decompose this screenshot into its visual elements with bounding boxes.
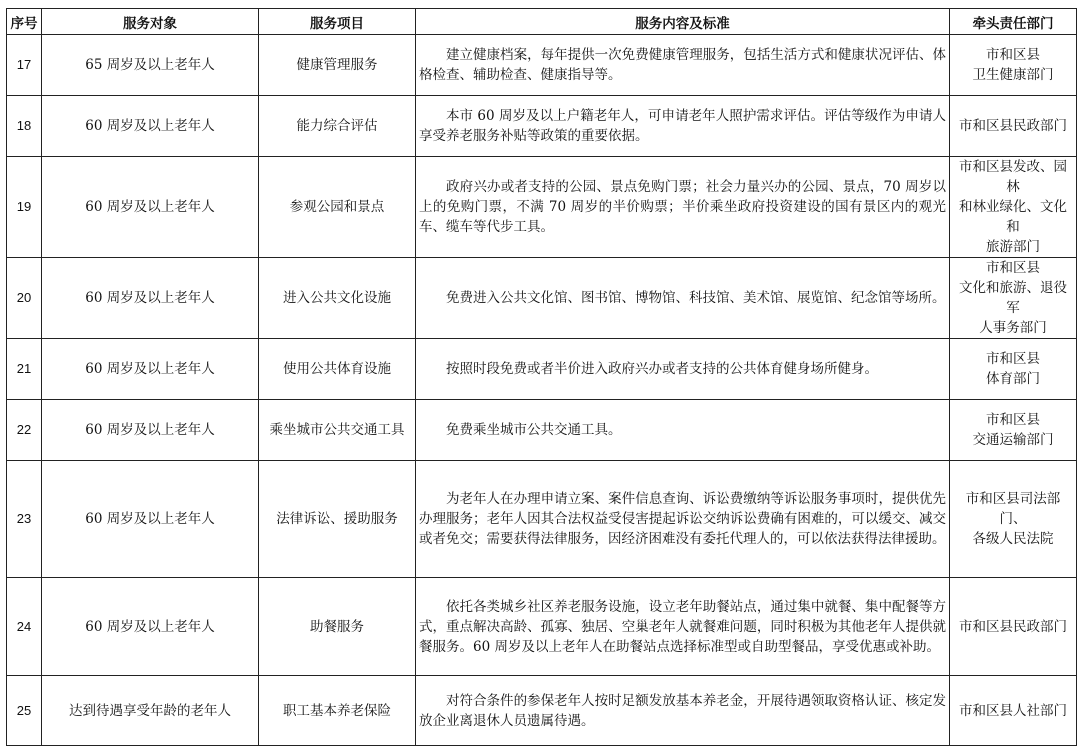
table-row	[7, 258, 1077, 339]
row-number: 20	[7, 258, 42, 339]
row-dept-line: 市和区县人社部门	[959, 702, 1067, 719]
row-number: 24	[7, 578, 42, 676]
table-row	[7, 578, 1077, 676]
row-content-text: 对符合条件的参保老年人按时足额发放基本养老金，开展待遇领取资格认证、核定发放企业离退休人员遗属待遇。	[419, 692, 946, 729]
row-number: 17	[7, 35, 42, 96]
row-dept-line: 市和区县发改、园林	[959, 159, 1067, 195]
row-dept-line: 市和区县	[986, 260, 1040, 276]
row-content-text: 建立健康档案，每年提供一次免费健康管理服务，包括生活方式和健康状况评估、体格检查、辅助检查、健康指导等。	[419, 47, 946, 83]
row-dept-line: 市和区县	[986, 412, 1040, 428]
row-dept	[950, 400, 1077, 461]
row-content	[416, 676, 950, 746]
table-row	[7, 35, 1077, 96]
row-content-text: 政府兴办或者支持的公园、景点免购门票；社会力量兴办的公园、景点，70 周岁以上的免购门票，不满 70 周岁的半价购票；半价乘坐政府投资建设的国有景区内的观光车、缆车等代步工具。	[419, 179, 946, 235]
row-dept-line: 人事务部门	[979, 320, 1047, 336]
row-number: 22	[7, 400, 42, 461]
row-target: 60 周岁及以上老年人	[42, 96, 259, 157]
services-table	[6, 8, 1077, 746]
row-target: 65 周岁及以上老年人	[42, 35, 259, 96]
row-dept-line: 和林业绿化、文化和	[959, 199, 1067, 235]
row-item: 使用公共体育设施	[259, 339, 416, 400]
table-row	[7, 400, 1077, 461]
row-dept	[950, 339, 1077, 400]
row-content	[416, 35, 950, 96]
row-target: 60 周岁及以上老年人	[42, 258, 259, 339]
row-item: 能力综合评估	[259, 96, 416, 157]
row-target: 达到待遇享受年龄的老年人	[42, 676, 259, 746]
table-row	[7, 339, 1077, 400]
row-dept	[950, 676, 1077, 746]
row-dept	[950, 578, 1077, 676]
row-target: 60 周岁及以上老年人	[42, 578, 259, 676]
row-dept-line: 市和区县	[986, 47, 1040, 63]
row-content-text: 免费乘坐城市公共交通工具。	[446, 422, 622, 438]
header-no: 序号	[7, 9, 42, 35]
row-dept	[950, 461, 1077, 578]
row-dept	[950, 258, 1077, 339]
row-content	[416, 96, 950, 157]
row-dept-line: 卫生健康部门	[972, 67, 1054, 83]
row-content-text: 依托各类城乡社区养老服务设施，设立老年助餐站点，通过集中就餐、集中配餐等方式，重点解决高龄、孤寡、独居、空巢老年人就餐难问题，同时积极为其他老年人提供就餐服务。60 周岁及以上老年人在助餐站点选择标准型或自助型餐品，享受优惠或补助。	[419, 598, 946, 655]
row-target: 60 周岁及以上老年人	[42, 461, 259, 578]
row-number: 23	[7, 461, 42, 578]
table-row	[7, 676, 1077, 746]
row-number: 18	[7, 96, 42, 157]
row-item: 健康管理服务	[259, 35, 416, 96]
row-dept-line: 体育部门	[986, 371, 1040, 387]
row-number: 19	[7, 157, 42, 258]
row-dept	[950, 96, 1077, 157]
row-dept-line: 文化和旅游、退役军	[959, 280, 1067, 316]
row-content-text: 按照时段免费或者半价进入政府兴办或者支持的公共体育健身场所健身。	[446, 361, 878, 377]
row-content	[416, 578, 950, 676]
row-dept-line: 市和区县司法部门、	[965, 491, 1061, 527]
row-number: 21	[7, 339, 42, 400]
row-content-text: 为老年人在办理申请立案、案件信息查询、诉讼费缴纳等诉讼服务事项时，提供优先办理服务；老年人因其合法权益受侵害提起诉讼交纳诉讼费确有困难的，可以缓交、减交或者免交；需要获得法律服务，因经济困难没有委托代理人的，可以依法获得法律援助。	[419, 491, 946, 547]
row-content-text: 免费进入公共文化馆、图书馆、博物馆、科技馆、美术馆、展览馆、纪念馆等场所。	[446, 290, 946, 306]
row-target: 60 周岁及以上老年人	[42, 157, 259, 258]
table-row	[7, 96, 1077, 157]
table-row	[7, 157, 1077, 258]
row-dept-line: 市和区县民政部门	[959, 118, 1067, 134]
row-dept-line: 市和区县	[986, 351, 1040, 367]
row-number: 25	[7, 676, 42, 746]
row-item: 乘坐城市公共交通工具	[259, 400, 416, 461]
row-dept-line: 市和区县民政部门	[959, 618, 1067, 635]
row-item: 法律诉讼、援助服务	[259, 461, 416, 578]
header-dept: 牵头责任部门	[950, 9, 1077, 35]
row-item: 职工基本养老保险	[259, 676, 416, 746]
header-content: 服务内容及标准	[416, 9, 950, 35]
row-content	[416, 157, 950, 258]
row-content	[416, 400, 950, 461]
header-target: 服务对象	[42, 9, 259, 35]
row-dept-line: 各级人民法院	[972, 531, 1054, 547]
table-row	[7, 461, 1077, 578]
row-target: 60 周岁及以上老年人	[42, 339, 259, 400]
row-dept-line: 交通运输部门	[972, 432, 1054, 448]
row-dept	[950, 35, 1077, 96]
row-dept-line: 旅游部门	[986, 239, 1040, 255]
header-item: 服务项目	[259, 9, 416, 35]
row-content	[416, 258, 950, 339]
row-dept	[950, 157, 1077, 258]
row-content	[416, 461, 950, 578]
row-item: 助餐服务	[259, 578, 416, 676]
row-content	[416, 339, 950, 400]
row-item: 参观公园和景点	[259, 157, 416, 258]
row-content-text: 本市 60 周岁及以上户籍老年人，可申请老年人照护需求评估。评估等级作为申请人享受养老服务补贴等政策的重要依据。	[419, 108, 946, 144]
row-target: 60 周岁及以上老年人	[42, 400, 259, 461]
header-row	[7, 9, 1077, 35]
row-item: 进入公共文化设施	[259, 258, 416, 339]
